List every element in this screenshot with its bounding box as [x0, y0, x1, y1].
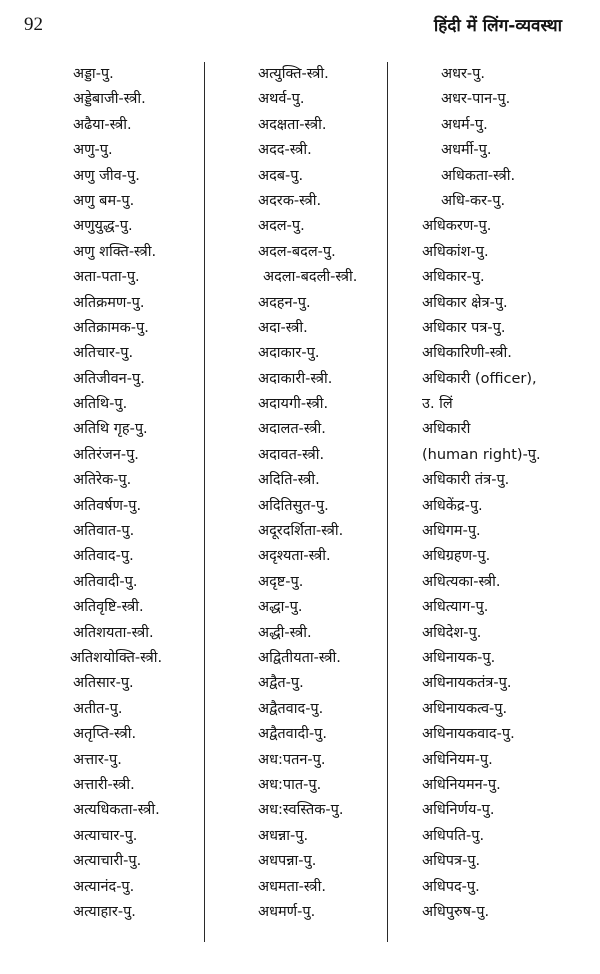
dictionary-entry: अदालत-स्त्री.	[258, 421, 326, 438]
dictionary-entry: अधिनिर्णय-पु.	[422, 802, 495, 819]
dictionary-entry: अत्यधिकता-स्त्री.	[73, 802, 160, 819]
dictionary-entry: अड्डेबाजी-स्त्री.	[73, 91, 146, 108]
dictionary-entry: अतिरंजन-पु.	[73, 446, 139, 463]
dictionary-entry: अदद-स्त्री.	[258, 142, 312, 159]
dictionary-entry: अधि-कर-पु.	[441, 192, 506, 209]
dictionary-entry: अधिकारी	[422, 421, 471, 438]
dictionary-entry: अतिशयता-स्त्री.	[73, 624, 154, 641]
dictionary-entry: अतृप्ति-स्त्री.	[73, 726, 137, 743]
dictionary-entry: अधर्मी-पु.	[441, 142, 492, 159]
dictionary-entry: अदब-पु.	[258, 167, 304, 184]
entry-column-1	[70, 62, 201, 925]
dictionary-entry: अदायगी-स्त्री.	[258, 396, 329, 413]
dictionary-entry: अधित्याग-पु.	[422, 599, 489, 616]
dictionary-entry: अधिनायक-पु.	[422, 649, 496, 666]
dictionary-entry: अतिशयोक्ति-स्त्री.	[70, 649, 163, 666]
dictionary-entry: अदरक-स्त्री.	[258, 192, 322, 209]
entry-column-3	[424, 62, 594, 925]
dictionary-entry: अतिचार-पु.	[73, 345, 134, 362]
dictionary-entry: (human right)-पु.	[422, 446, 541, 463]
dictionary-entry: अधिदेश-पु.	[422, 624, 482, 641]
dictionary-entry: अधिकार-पु.	[422, 269, 485, 286]
dictionary-entry: अधिकता-स्त्री.	[441, 167, 516, 184]
dictionary-entry: अद्वितीयता-स्त्री.	[258, 649, 341, 666]
dictionary-entry: अढैया-स्त्री.	[73, 116, 132, 133]
dictionary-entry: अदावत-स्त्री.	[258, 446, 325, 463]
dictionary-entry: अधिपुरुष-पु.	[422, 903, 490, 920]
dictionary-entry: अध:स्वस्तिक-पु.	[258, 802, 344, 819]
dictionary-entry: अधपन्ना-पु.	[258, 853, 317, 870]
dictionary-entry: अदा-स्त्री.	[258, 319, 308, 336]
page-number: 92	[24, 14, 43, 35]
dictionary-entry: अदक्षता-स्त्री.	[258, 116, 327, 133]
dictionary-entry: अत्तारी-स्त्री.	[73, 776, 135, 793]
dictionary-entry: अड्डा-पु.	[73, 66, 114, 82]
dictionary-entry: अत्यानंद-पु.	[73, 878, 135, 895]
dictionary-entry: अधिपत्र-पु.	[422, 853, 481, 870]
column-divider	[204, 62, 205, 942]
dictionary-entry: अदल-पु.	[258, 218, 305, 235]
dictionary-entry: अत्याहार-पु.	[73, 903, 136, 920]
dictionary-entry: अधिनियमन-पु.	[422, 776, 501, 793]
dictionary-entry: अतिवात-पु.	[73, 523, 135, 540]
dictionary-entry: अथर्व-पु.	[258, 91, 305, 108]
dictionary-entry: अधिनायकतंत्र-पु.	[422, 675, 512, 692]
dictionary-entry: अद्धी-स्त्री.	[258, 624, 312, 641]
dictionary-entry: अतिजीवन-पु.	[73, 370, 145, 387]
dictionary-entry: अधिपद-पु.	[422, 878, 480, 895]
dictionary-entry: अदृश्यता-स्त्री.	[258, 548, 331, 565]
dictionary-entry: अतिवादी-पु.	[73, 573, 138, 590]
dictionary-entry: अधिकारी तंत्र-पु.	[422, 472, 510, 489]
dictionary-entry: अधिकारी (officer),	[422, 370, 537, 387]
dictionary-entry: अधिकेंद्र-पु.	[422, 497, 483, 514]
dictionary-entry: अत्युक्ति-स्त्री.	[258, 66, 329, 82]
dictionary-entry: अणु जीव-पु.	[73, 167, 140, 184]
dictionary-entry: अधिकरण-पु.	[422, 218, 492, 235]
dictionary-entry: अदिति-स्त्री.	[258, 472, 320, 489]
dictionary-entry: अदृष्ट-पु.	[258, 573, 304, 590]
dictionary-entry: अत्तार-पु.	[73, 751, 122, 768]
dictionary-entry: अधिगम-पु.	[422, 523, 481, 540]
column-divider	[387, 62, 388, 942]
dictionary-entry: अतिसार-पु.	[73, 675, 134, 692]
dictionary-entry: अधर-पान-पु.	[441, 91, 511, 108]
dictionary-entry: अध:पतन-पु.	[258, 751, 326, 768]
dictionary-entry: अदल-बदल-पु.	[258, 243, 336, 260]
dictionary-entry: अतिरेक-पु.	[73, 472, 132, 489]
dictionary-entry: अतीत-पु.	[73, 700, 123, 717]
dictionary-entry: अदाकार-पु.	[258, 345, 320, 362]
dictionary-entry: अद्वैत-पु.	[258, 675, 304, 692]
dictionary-entry: अधमता-स्त्री.	[258, 878, 326, 895]
dictionary-entry: अद्धा-पु.	[258, 599, 303, 616]
dictionary-entry: अधिनायकवाद-पु.	[422, 726, 515, 743]
dictionary-entry: अत्याचार-पु.	[73, 827, 138, 844]
dictionary-entry: अणु शक्ति-स्त्री.	[73, 243, 157, 260]
dictionary-entry: उ. लिं	[422, 396, 453, 413]
dictionary-entry: अदहन-पु.	[258, 294, 311, 311]
dictionary-entry: अदाकारी-स्त्री.	[258, 370, 333, 387]
running-head: हिंदी में लिंग-व्यवस्था	[433, 16, 562, 36]
dictionary-entry: अधिकार क्षेत्र-पु.	[422, 294, 508, 311]
dictionary-entry: अधमर्ण-पु.	[258, 903, 316, 920]
dictionary-entry: अतिक्रामक-पु.	[73, 319, 149, 336]
dictionary-entry: अतिवर्षण-पु.	[73, 497, 142, 514]
dictionary-entry: अणु-पु.	[73, 142, 113, 159]
dictionary-entry: अतिवृष्टि-स्त्री.	[73, 599, 144, 616]
dictionary-entry: अतिथि-पु.	[73, 396, 128, 413]
dictionary-entry: अधिग्रहण-पु.	[422, 548, 491, 565]
entry-column-2	[258, 62, 384, 925]
dictionary-entry: अधर-पु.	[441, 66, 486, 82]
dictionary-entry: अधित्यका-स्त्री.	[422, 573, 501, 590]
dictionary-entry: अधन्ना-पु.	[258, 827, 309, 844]
dictionary-entry: अतिवाद-पु.	[73, 548, 134, 565]
dictionary-entry: अधर्म-पु.	[441, 116, 488, 133]
dictionary-entry: अद्वैतवादी-पु.	[258, 726, 328, 743]
dictionary-entry: अत्याचारी-पु.	[73, 853, 142, 870]
dictionary-entry: अधिकांश-पु.	[422, 243, 489, 260]
dictionary-entry: अदला-बदली-स्त्री.	[263, 269, 358, 286]
dictionary-entry: अधिकारिणी-स्त्री.	[422, 345, 512, 362]
dictionary-entry: अणुयुद्ध-पु.	[73, 218, 133, 235]
dictionary-entry: अधिनायकत्व-पु.	[422, 700, 508, 717]
dictionary-entry: अधिकार पत्र-पु.	[422, 319, 506, 336]
dictionary-entry: अध:पात-पु.	[258, 776, 322, 793]
dictionary-entry: अधिपति-पु.	[422, 827, 485, 844]
dictionary-entry: अधिनियम-पु.	[422, 751, 493, 768]
dictionary-entry: अद्वैतवाद-पु.	[258, 700, 324, 717]
dictionary-entry: अता-पता-पु.	[73, 269, 140, 286]
dictionary-entry: अतिथि गृह-पु.	[73, 421, 148, 438]
dictionary-entry: अदितिसुत-पु.	[258, 497, 329, 514]
dictionary-entry: अणु बम-पु.	[73, 192, 135, 209]
dictionary-entry: अदूरदर्शिता-स्त्री.	[258, 523, 344, 540]
dictionary-entry: अतिक्रमण-पु.	[73, 294, 145, 311]
